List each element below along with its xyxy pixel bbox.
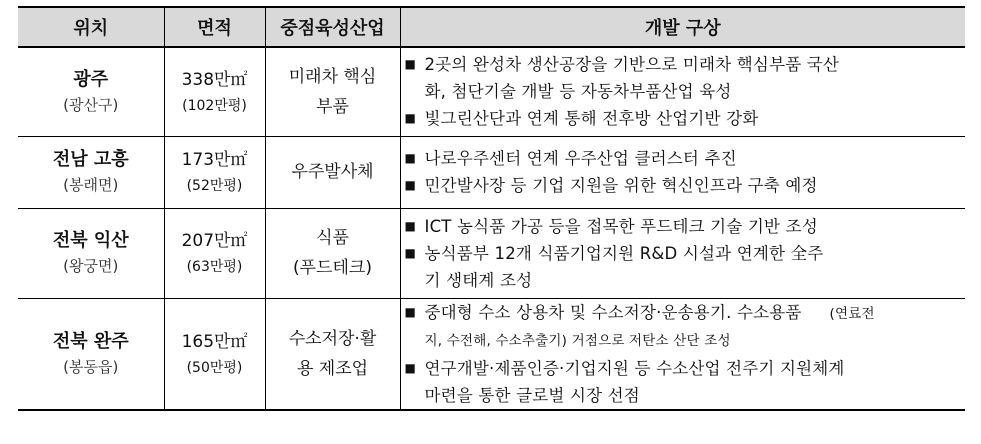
location-name: 전북 완주: [52, 330, 129, 352]
plan-text: 농식품부 12개 식품기업지원 R&D 시설과 연계한 全주: [424, 243, 824, 263]
area-cell: [164, 298, 265, 410]
area-pyeong: (63만평): [186, 259, 243, 275]
area-cell: [164, 208, 265, 298]
plan-text: 중대형 수소 상용차 및 수소저장·운송용기. 수소용품: [424, 302, 802, 322]
location-name: 전남 고흥: [52, 149, 129, 170]
plan-text-continued: 마련을 통한 글로벌 시장 선점: [424, 385, 640, 405]
industrial-complex-table: [18, 6, 965, 411]
location-cell: [18, 136, 164, 208]
plan-bullet: [403, 355, 962, 409]
square-bullet-icon: ■: [404, 178, 417, 192]
square-bullet-icon: ■: [404, 111, 417, 126]
square-bullet-icon: ■: [404, 304, 417, 319]
industry-cell: [265, 208, 400, 298]
plan-cell: [400, 298, 965, 410]
industry-line: 용 제조업: [296, 358, 369, 379]
plan-cell: [400, 208, 965, 298]
area-value: 338만㎡: [181, 69, 248, 90]
header-industry: 중점육성산업: [265, 7, 400, 47]
location-district: (광산구): [63, 95, 119, 114]
industry-line: 우주발사체: [291, 162, 374, 182]
square-bullet-icon: ■: [404, 218, 417, 233]
header-row: [18, 7, 965, 47]
plan-text-line: [425, 299, 962, 328]
plan-text-continued: 기 생태계 조성: [424, 270, 533, 290]
plan-text: ICT 농식품 가공 등을 접목한 푸드테크 기술 기반 조성: [424, 216, 818, 236]
plan-bullet: [403, 240, 962, 294]
plan-bullet: [403, 145, 962, 172]
industry-line: 식품: [316, 228, 349, 248]
plan-bullet: [403, 172, 962, 199]
area-value: 207만㎡: [181, 231, 248, 251]
table-row: [18, 136, 965, 208]
location-cell: [18, 298, 164, 410]
industry-line: 수소저장·활: [288, 328, 377, 349]
plan-bullet: [403, 105, 962, 132]
plan-cell: [400, 47, 965, 136]
industry-line: 미래차 핵심: [288, 66, 377, 87]
square-bullet-icon: ■: [404, 151, 417, 165]
plan-bullet: [403, 213, 962, 240]
location-cell: [18, 208, 164, 298]
area-cell: [164, 136, 265, 208]
industrial-complex-table-wrapper: [18, 6, 965, 411]
square-bullet-icon: ■: [404, 360, 417, 375]
area-pyeong: (52만평): [186, 178, 243, 194]
plan-text: 2곳의 완성차 생산공장을 기반으로 미래차 핵심부품 국산: [424, 55, 840, 75]
header-plan: 개발 구상: [400, 7, 965, 47]
plan-text: 나로우주센터 연계 우주산업 클러스터 추진: [424, 149, 737, 168]
industry-cell: [265, 298, 400, 410]
industry-cell: [265, 47, 400, 136]
area-value: 173만㎡: [181, 150, 248, 170]
area-pyeong: (50만평): [186, 359, 243, 376]
location-name: 전북 익산: [52, 230, 129, 251]
header-location: 위치: [18, 7, 164, 47]
industry-line: 부품: [316, 96, 349, 117]
plan-text: 연구개발·제품인증·기업지원 등 수소산업 전주기 지원체계: [424, 358, 845, 378]
industry-line: (푸드테크): [293, 258, 372, 278]
square-bullet-icon: ■: [404, 57, 417, 72]
location-name: 광주: [73, 68, 109, 90]
area-pyeong: (102만평): [182, 97, 247, 114]
plan-cell: [400, 136, 965, 208]
plan-text-continued: 화, 첨단기술 개발 등 자동차부품산업 육성: [424, 82, 732, 102]
location-district: (봉동읍): [63, 357, 119, 376]
table-row: [18, 47, 965, 136]
plan-bullet: [403, 299, 962, 355]
table-row: [18, 298, 965, 410]
location-district: (봉래면): [63, 176, 119, 194]
plan-text: 민간발사장 등 기업 지원을 위한 혁신인프라 구축 예정: [424, 176, 818, 195]
header-area: 면적: [164, 7, 265, 47]
plan-text-continued: 지, 수전해, 수소추출기) 거점으로 저탄소 산단 조성: [424, 332, 731, 349]
location-district: (왕궁면): [63, 257, 119, 275]
location-cell: [18, 47, 164, 136]
table-row: [18, 208, 965, 298]
plan-bullet: [403, 51, 962, 105]
area-cell: [164, 47, 265, 136]
industry-cell: [265, 136, 400, 208]
plan-text-tail: (연료전: [829, 305, 875, 322]
area-value: 165만㎡: [181, 331, 248, 352]
plan-text: 빛그린산단과 연계 통해 전후방 산업기반 강화: [424, 109, 759, 129]
square-bullet-icon: ■: [404, 245, 417, 260]
